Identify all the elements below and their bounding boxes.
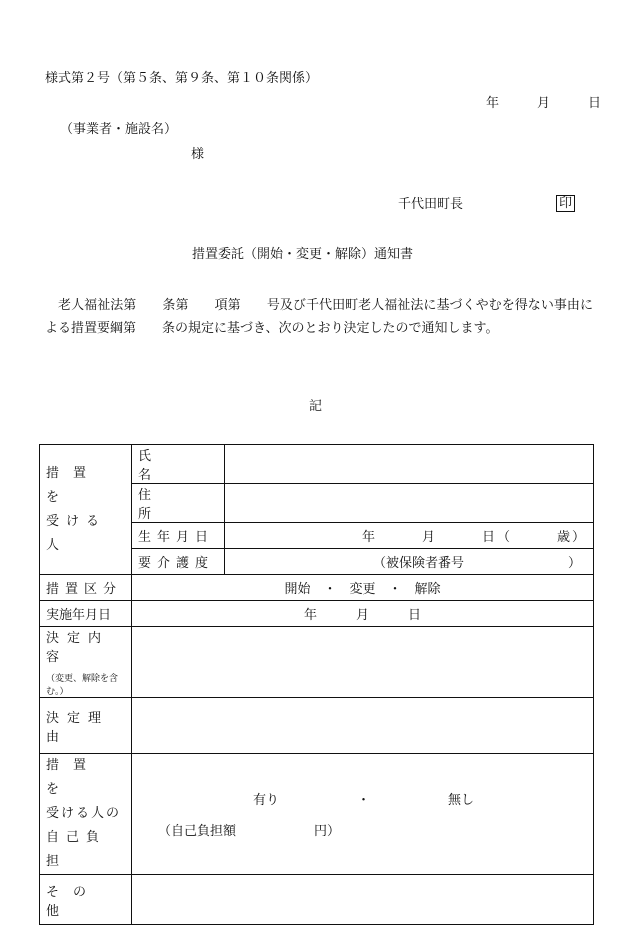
notice-table <box>39 444 594 925</box>
table-row <box>40 698 594 754</box>
honorific: 様 <box>191 147 205 162</box>
category-label: 措置区分 <box>40 575 132 601</box>
name-label: 氏名 <box>132 445 225 484</box>
birth-value: 年 月 日（ 歳） <box>225 523 594 549</box>
document-title: 措置委託（開始・変更・解除）通知書 <box>192 247 414 262</box>
burden-amount: （自己負担額 円） <box>158 824 341 839</box>
other-value <box>132 875 594 925</box>
date-label: 実施年月日 <box>40 601 132 627</box>
burden-label: 措置を 受ける人の 自己負担 <box>40 754 132 875</box>
birth-label: 生年月日 <box>132 523 225 549</box>
record-mark: 記 <box>309 399 323 414</box>
care-value: （被保険者番号 ） <box>225 549 594 575</box>
table-row <box>40 601 594 627</box>
table-row <box>40 875 594 925</box>
category-value: 開始 ・ 変更 ・ 解除 <box>132 575 594 601</box>
table-row <box>40 627 594 698</box>
decision-label: 決定内容 （変更、解除を含む。） <box>40 627 132 698</box>
other-label: その他 <box>40 875 132 925</box>
address-label: 住所 <box>132 484 225 523</box>
care-label: 要介護度 <box>132 549 225 575</box>
table-row <box>40 575 594 601</box>
decision-value <box>132 627 594 698</box>
address-value <box>225 484 594 523</box>
burden-value <box>132 754 594 875</box>
reason-label: 決定理由 <box>40 698 132 754</box>
addressee-label: （事業者・施設名） <box>60 122 178 137</box>
name-value <box>225 445 594 484</box>
decision-note: （変更、解除を含む。） <box>46 674 119 697</box>
date-value: 年 月 日 <box>132 601 594 627</box>
burden-options: 有り ・ 無し <box>253 793 475 808</box>
seal-mark: 印 <box>556 195 575 212</box>
reason-value <box>132 698 594 754</box>
issue-date: 年 月 日 <box>486 96 606 111</box>
person-label: 措置を 受ける人 <box>40 445 132 575</box>
body-paragraph: 老人福祉法第 条第 項第 号及び千代田町老人福祉法に基づくやむを得ない事由による措置要綱第 条の規定に基づき、次のとおり決定したので通知します。 <box>45 298 593 336</box>
form-number: 様式第２号（第５条、第９条、第１０条関係） <box>45 71 319 86</box>
issuer-name: 千代田町長 <box>398 197 464 212</box>
table-row <box>40 754 594 875</box>
table-row <box>40 445 594 484</box>
